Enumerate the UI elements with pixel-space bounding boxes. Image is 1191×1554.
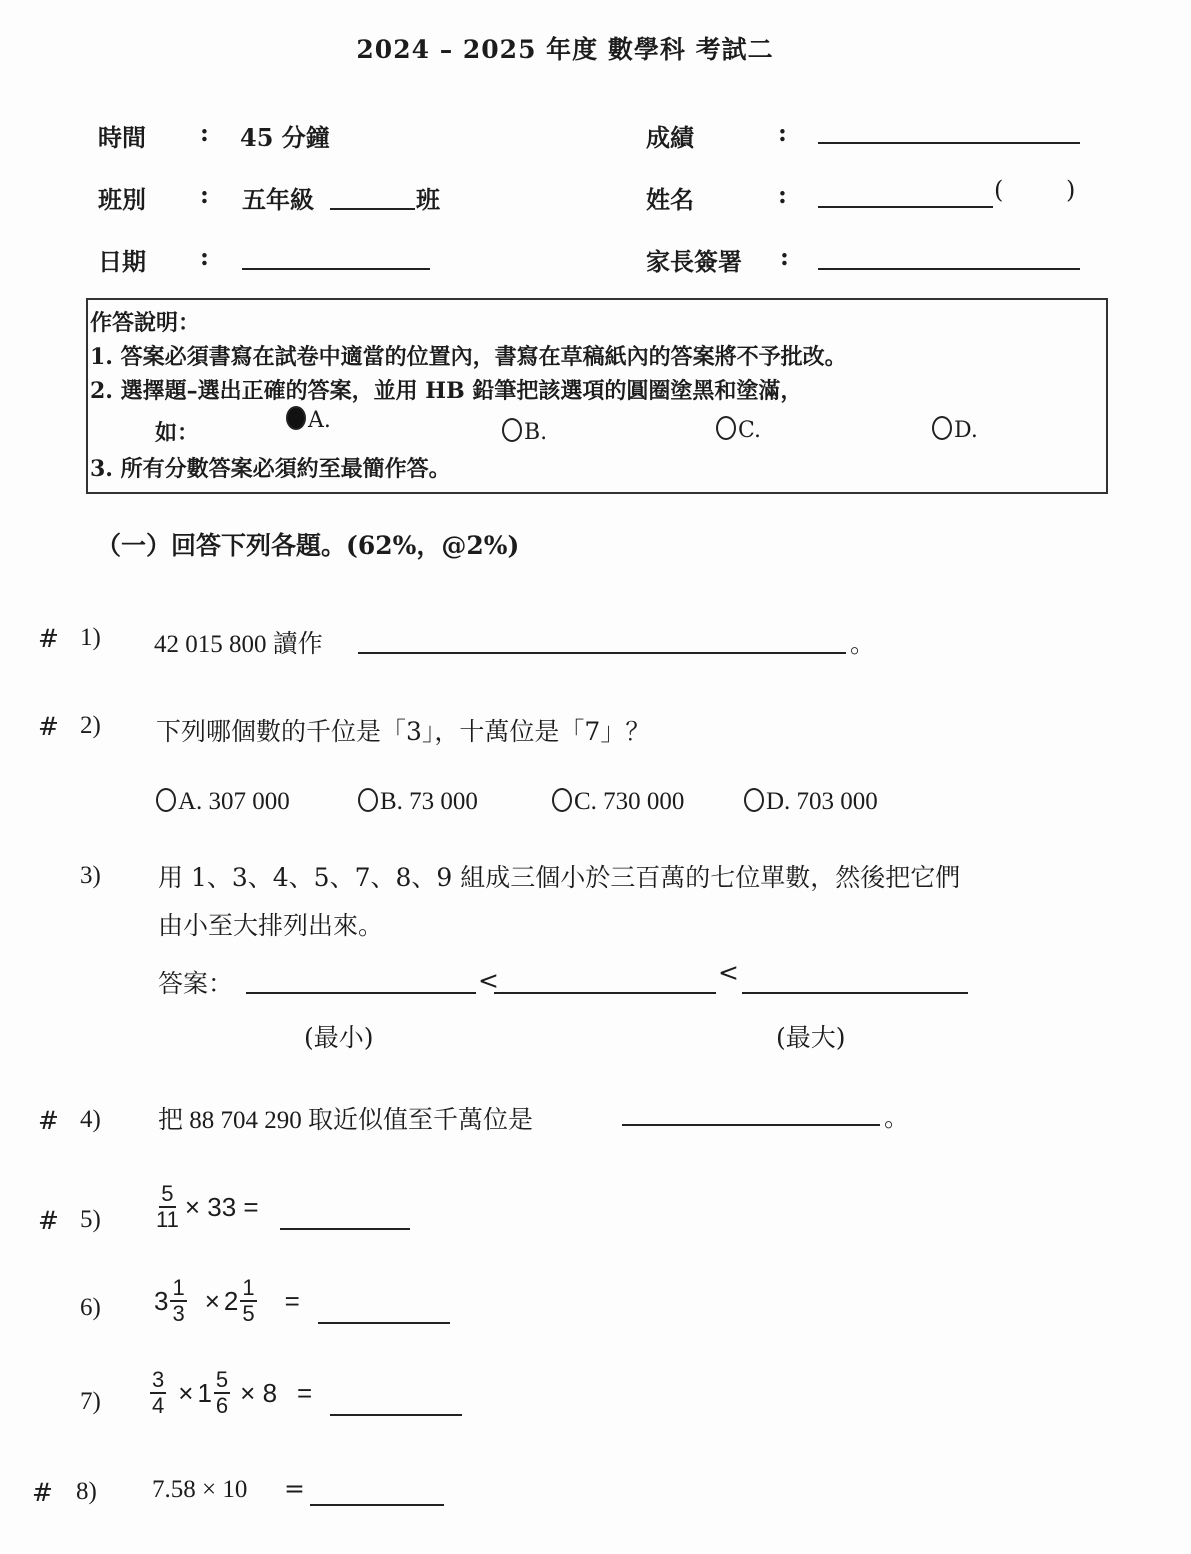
fraction: $\frac{5}{6}$: [215, 1367, 229, 1418]
question-marker: #: [38, 1206, 59, 1235]
example-option-b: B.: [502, 418, 547, 445]
question-3-answer-blank-3[interactable]: [742, 992, 968, 994]
less-than-sign: <: [478, 966, 499, 995]
instruction-2: 2. 選擇題–選出正確的答案，並用 HB 鉛筆把該選項的圓圈塗黑和塗滿，: [90, 378, 803, 404]
colon: :: [200, 118, 209, 147]
class-prefix: 五年級: [242, 185, 314, 214]
question-number: 5): [80, 1206, 101, 1233]
example-label: 如：: [155, 420, 200, 446]
class-suffix: 班: [416, 185, 440, 214]
date-label: 日期: [98, 247, 146, 276]
question-number: 7): [80, 1388, 101, 1415]
question-2-option-c[interactable]: C. 730 000: [552, 788, 684, 816]
question-number: 6): [80, 1294, 101, 1321]
parent-signature-blank[interactable]: [818, 268, 1080, 270]
instructions-heading: 作答說明：: [90, 310, 201, 336]
fraction: $\frac{1}{3}$: [172, 1275, 185, 1326]
question-8-expression: 7.58 × 10: [152, 1476, 248, 1503]
instruction-1: 1. 答案必須書寫在試卷中適當的位置內，書寫在草稿紙內的答案將不予批改。: [90, 344, 847, 370]
question-marker: #: [38, 1106, 59, 1135]
filled-circle-icon: [286, 406, 306, 430]
question-marker: #: [38, 624, 59, 653]
period: 。: [884, 1103, 910, 1132]
fraction: $\frac{5}{11}$: [156, 1181, 179, 1232]
colon: :: [778, 118, 787, 147]
radio-circle-icon[interactable]: [156, 788, 176, 812]
score-label: 成績: [646, 123, 694, 152]
largest-label: (最大): [776, 1023, 846, 1052]
question-marker: #: [32, 1478, 53, 1507]
smallest-label: (最小): [304, 1023, 374, 1052]
question-4-text: 把 88 704 290 取近似值至千萬位是: [158, 1107, 534, 1134]
class-blank[interactable]: [330, 208, 415, 210]
question-6-expression: 3 $\frac{1}{3}$ × 2 $\frac{1}{5}$ =: [154, 1275, 300, 1326]
parent-signature-label: 家長簽署: [646, 247, 742, 276]
name-blank[interactable]: [818, 206, 993, 208]
empty-circle-icon: [716, 416, 736, 440]
empty-circle-icon: [932, 416, 952, 440]
colon: :: [200, 242, 209, 271]
question-number: 2): [80, 712, 101, 739]
question-2-option-a[interactable]: A. 307 000: [156, 788, 290, 816]
question-5-expression: $\frac{5}{11}$ × 33 =: [156, 1181, 259, 1232]
exam-title: 2024 – 2025 年度 數學科 考試二: [356, 35, 774, 64]
period: 。: [850, 629, 876, 658]
score-blank[interactable]: [818, 142, 1080, 144]
question-4-answer-blank[interactable]: [622, 1124, 880, 1126]
question-3-text-line1: 用 1、3、4、5、7、8、9 組成三個小於三百萬的七位單數，然後把它們: [158, 863, 961, 892]
question-7-answer-blank[interactable]: [330, 1414, 462, 1416]
class-number-paren-open: (: [994, 176, 1004, 204]
example-option-c: C.: [716, 416, 761, 443]
question-number: 1): [80, 624, 101, 651]
question-8-answer-blank[interactable]: [310, 1504, 444, 1506]
name-label: 姓名: [646, 185, 694, 214]
example-option-d: D.: [932, 416, 978, 443]
class-number-paren-close: ): [1066, 176, 1076, 204]
fraction: $\frac{3}{4}$: [152, 1367, 165, 1418]
question-6-answer-blank[interactable]: [318, 1322, 450, 1324]
radio-circle-icon[interactable]: [744, 788, 764, 812]
section-title: （一）回答下列各題。(62%，@2%): [96, 531, 520, 560]
empty-circle-icon: [502, 418, 522, 442]
colon: :: [778, 180, 787, 209]
date-blank[interactable]: [242, 268, 430, 270]
question-1-text: 42 015 800 讀作: [154, 631, 323, 658]
question-3-answer-blank-1[interactable]: [246, 992, 476, 994]
question-3-answer-blank-2[interactable]: [494, 992, 716, 994]
question-number: 8): [76, 1478, 97, 1505]
radio-circle-icon[interactable]: [358, 788, 378, 812]
colon: :: [780, 242, 789, 271]
less-than-sign: <: [718, 958, 739, 987]
question-marker: #: [38, 712, 59, 741]
equals-sign: =: [284, 1474, 305, 1503]
question-7-expression: $\frac{3}{4}$ × 1 $\frac{5}{6}$ × 8 =: [152, 1367, 313, 1418]
class-label: 班別: [98, 185, 146, 214]
time-value: 45 分鐘: [240, 123, 330, 152]
question-number: 3): [80, 862, 101, 889]
fraction: $\frac{1}{5}$: [242, 1275, 255, 1326]
instruction-3: 3. 所有分數答案必須約至最簡作答。: [90, 456, 451, 482]
question-5-answer-blank[interactable]: [280, 1228, 410, 1230]
answer-label: 答案：: [158, 969, 234, 998]
question-2-option-b[interactable]: B. 73 000: [358, 788, 478, 816]
time-label: 時間: [98, 123, 146, 152]
example-option-a: A.: [286, 406, 331, 433]
question-2-option-d[interactable]: D. 703 000: [744, 788, 878, 816]
colon: :: [200, 180, 209, 209]
question-1-answer-blank[interactable]: [358, 652, 846, 654]
radio-circle-icon[interactable]: [552, 788, 572, 812]
question-number: 4): [80, 1106, 101, 1133]
question-3-text-line2: 由小至大排列出來。: [158, 911, 384, 940]
question-2-text: 下列哪個數的千位是「3」，十萬位是「7」？: [156, 717, 651, 746]
